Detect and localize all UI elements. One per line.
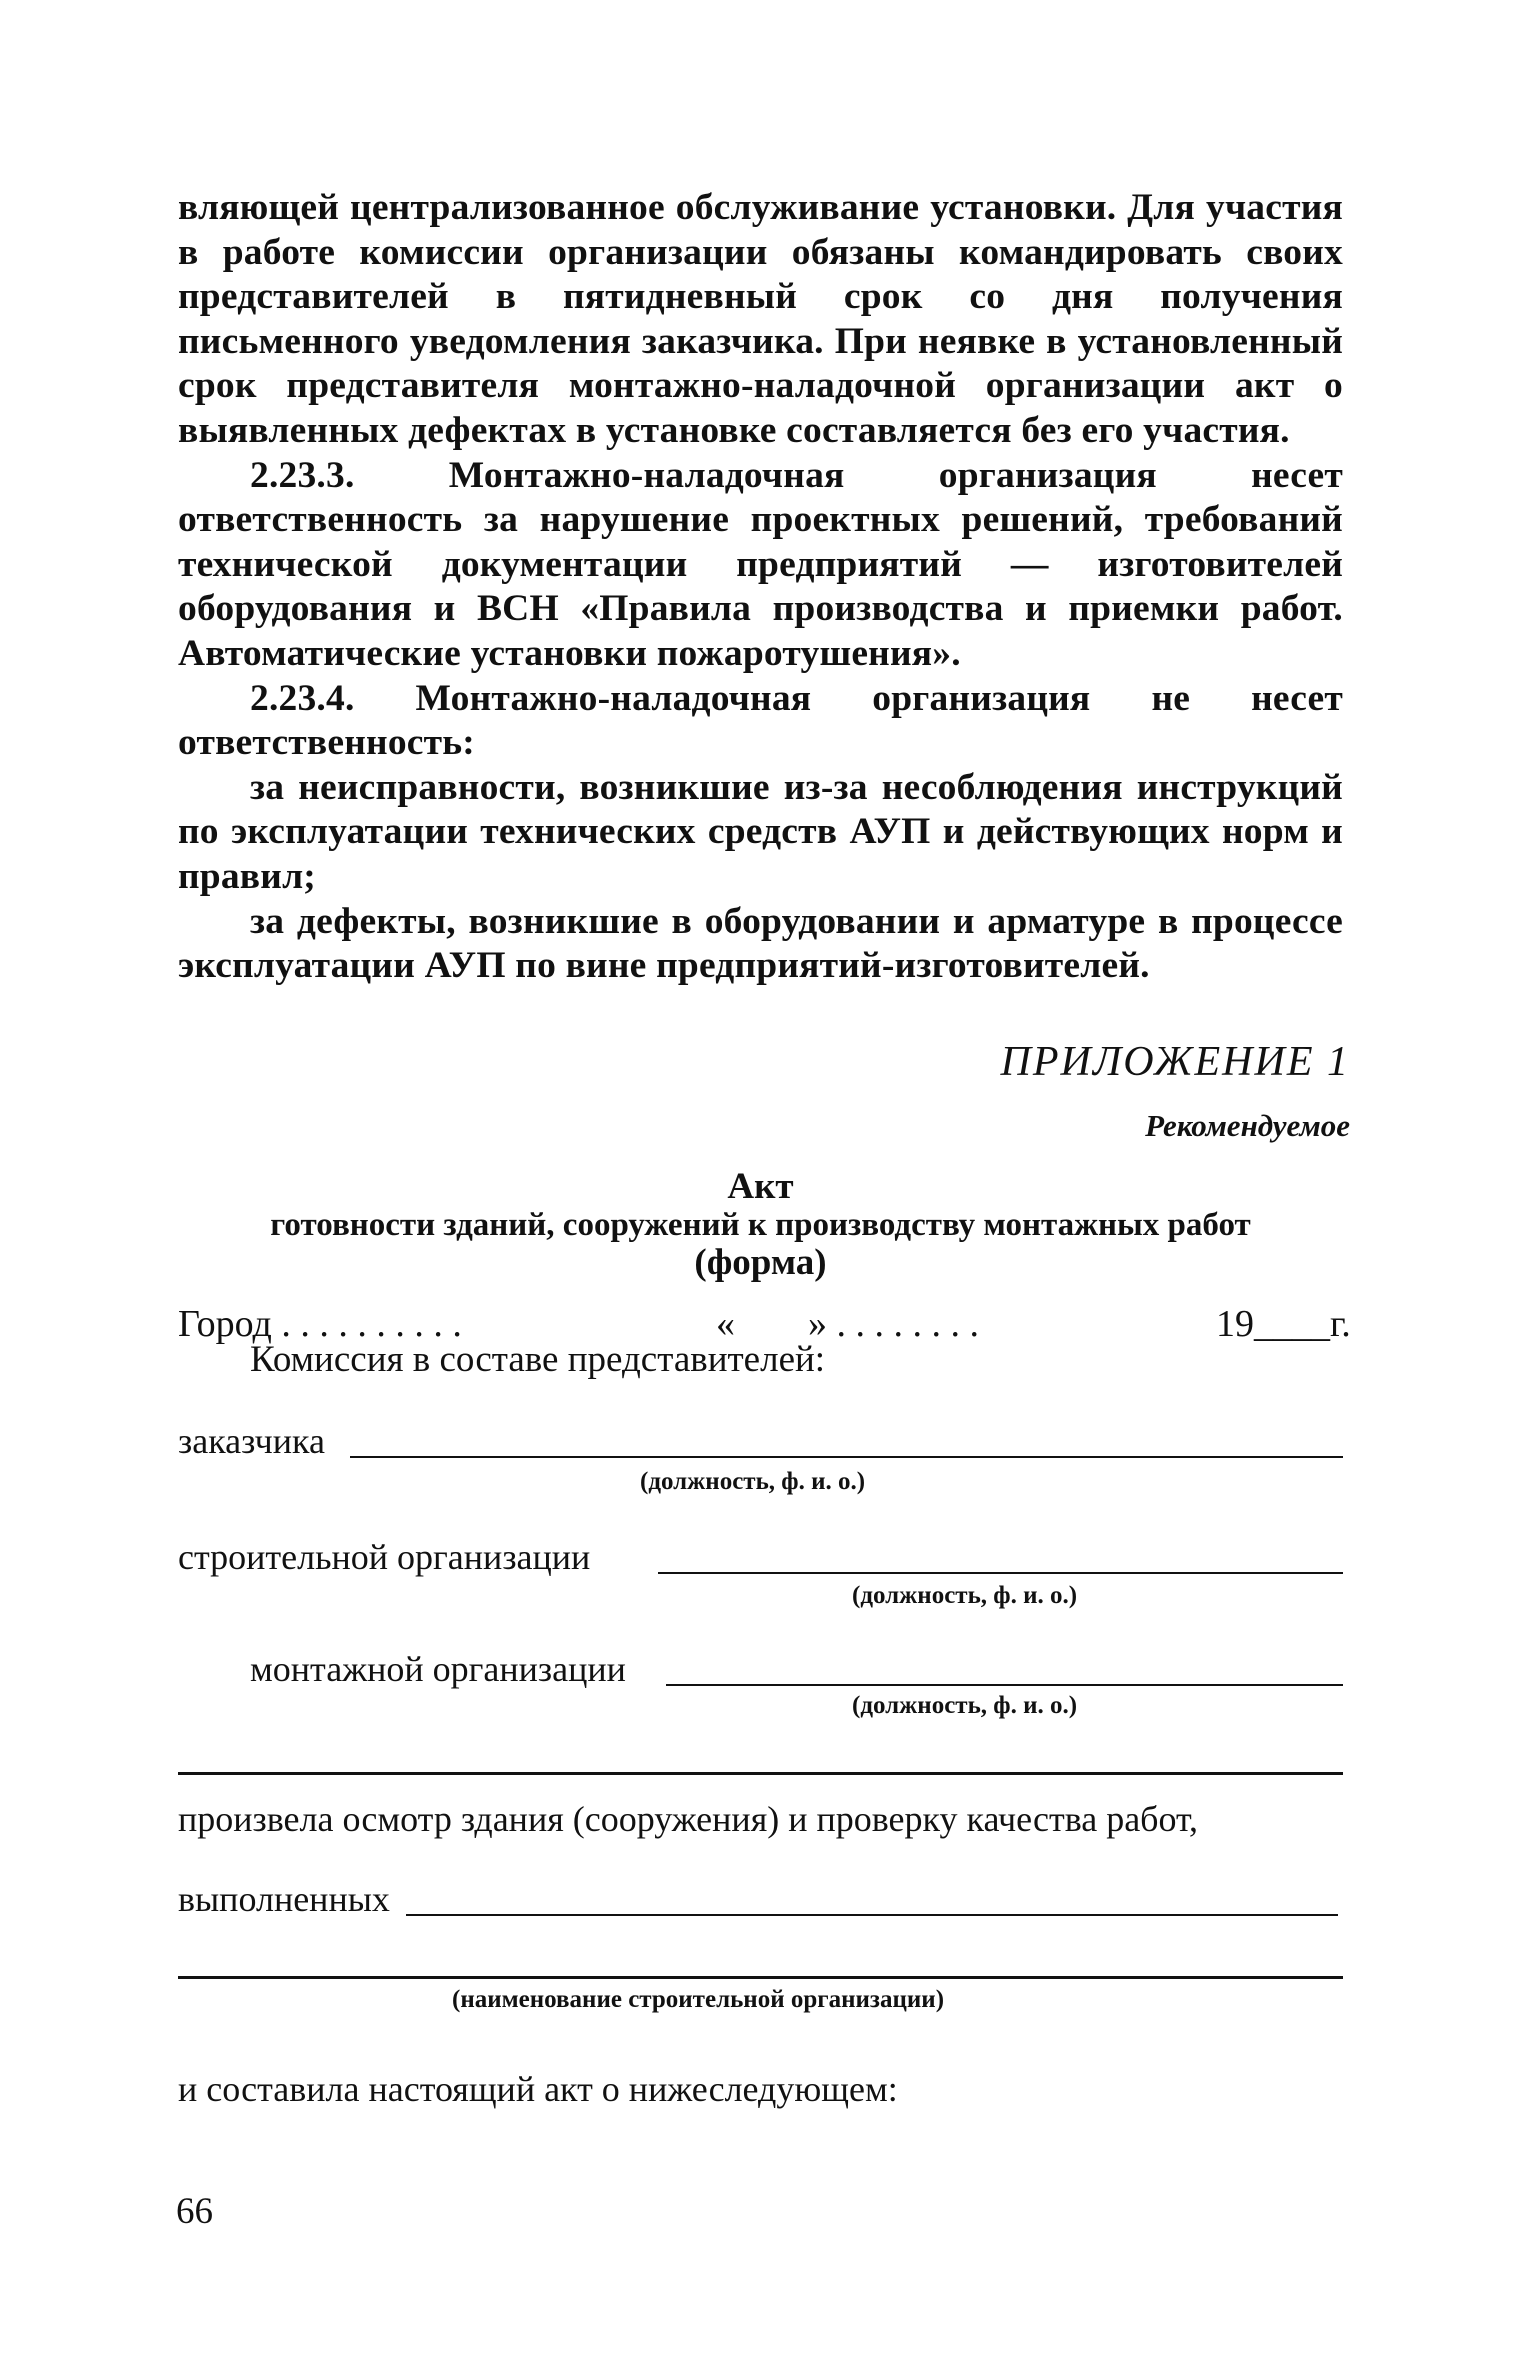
org-name-caption: (наименование строительной организации) [452, 1986, 945, 2013]
performed-label: выполненных [178, 1879, 390, 1919]
customer-row [178, 1420, 1343, 1466]
act-title: Акт [727, 1166, 794, 1207]
customer-position-caption: (должность, ф. и. о.) [640, 1468, 866, 1495]
paragraph-2-23-4: 2.23.4. Монтажно-наладочная организация не несет ответственность: [178, 677, 1343, 764]
date-open-quote: « [716, 1303, 735, 1345]
act-subtitle: готовности зданий, сооружений к производству монтажных работ [270, 1207, 1251, 1243]
inspection-text: произвела осмотр здания (сооружения) и проверку качества работ, [178, 1799, 1199, 1839]
appendix-title: ПРИЛОЖЕНИЕ 1 [1000, 1039, 1350, 1085]
paragraph-defects-clause-1: за неисправности, возникшие из-за несоблюдения инструкций по эксплуатации технических средств АУП и действующих норм и правил; [178, 766, 1343, 897]
installer-position-caption: (должность, ф. и. о.) [852, 1692, 1078, 1719]
blank-line-1 [178, 1772, 1343, 1775]
date-close-quote: » . . . . . . . . [808, 1303, 979, 1345]
paragraph-continuation: вляющей централизованное обслуживание установки. Для участия в работе комиссии организации обязаны командировать своих представителей в пятидневный срок со дня получения письменного уведомления заказчика. При неявке в установленный срок представителя монтажно-наладочной организации акт о выявленных дефектах в установке составляется без его участия. [178, 187, 1343, 451]
paragraph-2-23-3: 2.23.3. Монтажно-наладочная организация несет ответственность за нарушение проектных решений, требований технической документации предприятий — изготовителей оборудования и ВСН «Правила производства и приемки работ. Автоматические установки пожаротушения». [178, 454, 1343, 674]
commission-label: Комиссия в составе представителей: [250, 1339, 826, 1380]
act-heading [178, 1168, 1343, 1282]
installer-row [250, 1648, 1343, 1694]
installer-fill-line [666, 1684, 1343, 1686]
performed-fill-line [406, 1914, 1338, 1916]
builder-fill-line [658, 1572, 1343, 1574]
blank-line-2 [178, 1976, 1343, 1979]
builder-label: строительной организации [178, 1537, 591, 1577]
body-text [178, 186, 1343, 989]
customer-label: заказчика [178, 1421, 325, 1461]
closing-text: и составила настоящий акт о нижеследующем: [178, 2069, 898, 2109]
act-form-label: (форма) [694, 1242, 827, 1283]
customer-fill-line [350, 1456, 1343, 1458]
paragraph-defects-clause-2: за дефекты, возникшие в оборудовании и арматуре в процессе эксплуатации АУП по вине предприятий-изготовителей. [178, 900, 1343, 987]
appendix-subtitle: Рекомендуемое [1145, 1108, 1350, 1143]
builder-position-caption: (должность, ф. и. о.) [852, 1582, 1078, 1609]
installer-label: монтажной организации [250, 1649, 626, 1689]
builder-row [178, 1536, 1343, 1582]
year-label: 19____г. [1216, 1303, 1351, 1345]
page-number: 66 [176, 2191, 213, 2232]
city-label: Город . . . . . . . . . . [178, 1303, 462, 1345]
performed-row [178, 1878, 1338, 1924]
